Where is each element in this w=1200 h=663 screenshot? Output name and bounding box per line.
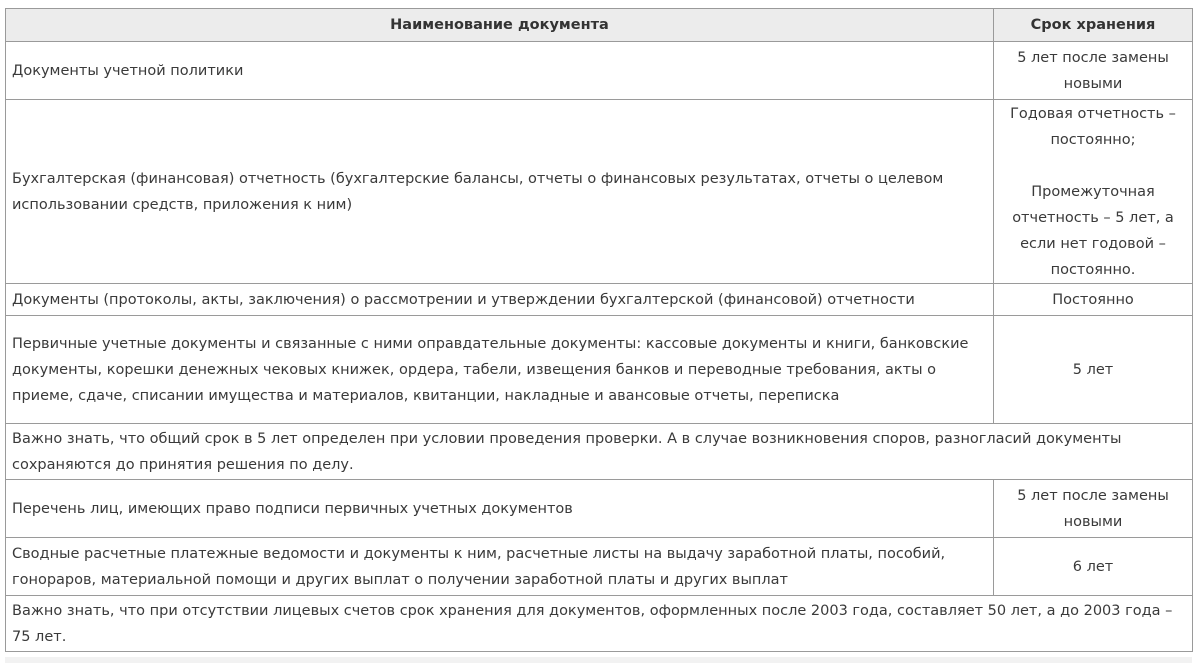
document-name-cell: Документы (протоколы, акты, заключения) о рассмотрении и утверждении бухгалтерской (финансовой) отчетности xyxy=(6,284,994,316)
table-row xyxy=(6,538,1193,596)
document-name-cell: Сводные расчетные платежные ведомости и документы к ним, расчетные листы на выдачу заработной платы, пособий, гонораров, материальной помощи и других выплат о получении заработной платы и других выплат xyxy=(6,538,994,596)
table-row xyxy=(6,100,1193,284)
table-row xyxy=(6,316,1193,424)
note-row xyxy=(6,596,1193,652)
retention-term-cell: 5 лет xyxy=(994,316,1193,424)
retention-term-cell: 5 лет после замены новыми xyxy=(994,480,1193,538)
bottom-divider xyxy=(5,657,1192,663)
retention-term-cell: 5 лет после замены новыми xyxy=(994,42,1193,100)
table-row xyxy=(6,480,1193,538)
table-header-row xyxy=(6,9,1193,42)
document-name-cell: Документы учетной политики xyxy=(6,42,994,100)
column-header-document-name: Наименование документа xyxy=(6,9,994,42)
document-name-cell: Перечень лиц, имеющих право подписи первичных учетных документов xyxy=(6,480,994,538)
column-header-retention-term: Срок хранения xyxy=(994,9,1193,42)
document-name-cell: Бухгалтерская (финансовая) отчетность (бухгалтерские балансы, отчеты о финансовых результатах, отчеты о целевом использовании средств, приложения к ним) xyxy=(6,100,994,284)
retention-term-cell: Годовая отчетность – постоянно; Промежуточная отчетность – 5 лет, а если нет годовой – постоянно. xyxy=(994,100,1193,284)
table-row xyxy=(6,284,1193,316)
table-row xyxy=(6,42,1193,100)
retention-table xyxy=(5,8,1193,652)
important-note: Важно знать, что общий срок в 5 лет определен при условии проведения проверки. А в случае возникновения споров, разногласий документы сохраняются до принятия решения по делу. xyxy=(6,424,1193,480)
important-note: Важно знать, что при отсутствии лицевых счетов срок хранения для документов, оформленных после 2003 года, составляет 50 лет, а до 2003 года – 75 лет. xyxy=(6,596,1193,652)
retention-term-cell: 6 лет xyxy=(994,538,1193,596)
document-name-cell: Первичные учетные документы и связанные с ними оправдательные документы: кассовые документы и книги, банковские документы, корешки денежных чековых книжек, ордера, табели, извещения банков и переводные требования, акты о приеме, сдаче, списании имущества и материалов, квитанции, накладные и авансовые отчеты, переписка xyxy=(6,316,994,424)
retention-term-cell: Постоянно xyxy=(994,284,1193,316)
note-row xyxy=(6,424,1193,480)
